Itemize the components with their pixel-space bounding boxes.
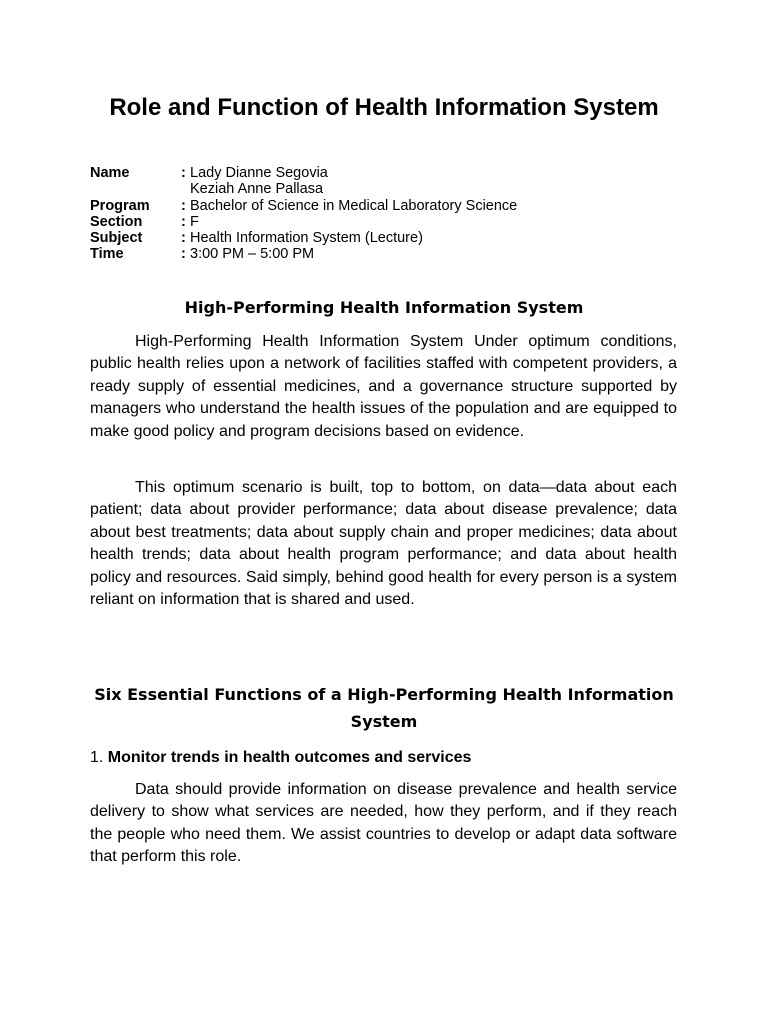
info-value: F: [190, 213, 199, 230]
info-label: Name: [90, 165, 130, 181]
info-row-time: [90, 246, 690, 262]
function-item-1-paragraph: Data should provide information on disease prevalence and health service delivery to show what services are needed, how they perform, and if they reach the people who need them. We assist countries to develop or adapt data software that perform this role.: [90, 781, 677, 866]
info-value: Keziah Anne Pallasa: [190, 181, 324, 198]
info-row-name-continued: [90, 181, 690, 197]
info-colon: [181, 181, 190, 197]
info-row-section: [90, 214, 690, 230]
info-label: Program: [90, 197, 150, 214]
function-item-number: 1.: [90, 749, 104, 766]
function-item-1-heading: [90, 747, 678, 769]
student-info-table: [90, 165, 690, 263]
section-heading-six-functions: Six Essential Functions of a High-Performing Health Information System: [94, 685, 674, 731]
info-colon: :: [181, 197, 186, 214]
body-paragraph-1: High-Performing Health Information System Under optimum conditions, public health relies upon a network of facilities staffed with competent providers, a ready supply of essential medicines, and a governance structure supported by managers who understand the health issues of the population and are equipped to make good policy and program decisions based on evidence.: [90, 333, 677, 440]
info-value: Health Information System (Lecture): [190, 230, 423, 247]
info-label: Section: [90, 213, 143, 230]
info-colon: :: [181, 230, 186, 247]
info-colon: :: [181, 213, 186, 230]
info-colon: :: [181, 165, 186, 181]
section-heading-high-performing: High-Performing Health Information System: [184, 298, 584, 317]
info-label: Time: [90, 246, 124, 263]
info-value: Bachelor of Science in Medical Laboratory Science: [190, 197, 518, 214]
info-value: 3:00 PM – 5:00 PM: [190, 246, 315, 263]
info-label: Subject: [90, 230, 143, 247]
info-row-program: [90, 198, 690, 214]
function-item-title: Monitor trends in health outcomes and services: [107, 749, 472, 766]
info-colon: :: [181, 246, 186, 263]
info-value: Lady Dianne Segovia: [190, 165, 328, 181]
info-label: [90, 181, 181, 197]
body-paragraph-2: This optimum scenario is built, top to bottom, on data—data about each patient; data about provider performance; data about disease prevalence; data about best treatments; data about supply chain and proper medicines; data about health trends; data about health program performance; and data about health policy and resources. Said simply, behind good health for every person is a system reliant on information that is shared and used.: [90, 479, 677, 609]
info-row-subject: [90, 230, 690, 246]
info-row-name: [90, 165, 690, 181]
document-title: Role and Function of Health Information System: [109, 94, 659, 121]
